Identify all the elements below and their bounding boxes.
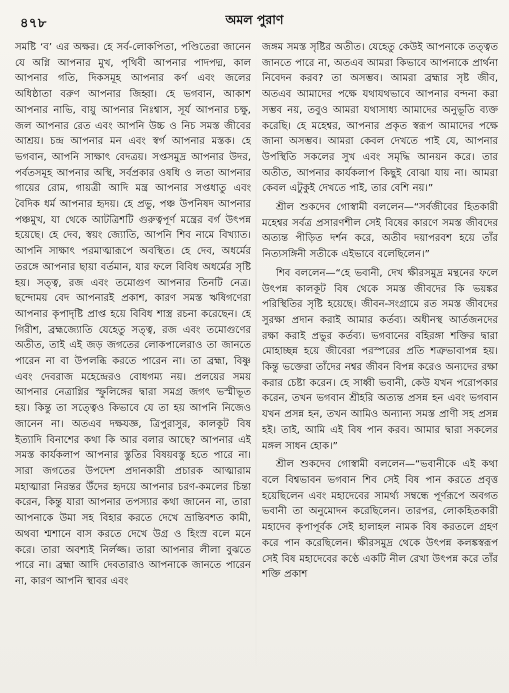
paragraph: শিব বললেন—“হে ভবানী, দেখ ক্ষীরসমুদ্র মন্থনের ফলে উৎপন্ন কালকূট বিষ থেকে সমস্ত জীবদের কি ভয়ঙ্কর পরিস্থিতির সৃষ্টি হয়েছে। জীবন-সংগ্রামে রত সমস্ত জীবদের সুরক্ষা প্রদান করাই আমার কর্তব্য। অধীনস্থ আর্তজনদের রক্ষা করাই প্রভুর কর্তব্য। ভগবানের বহিরঙ্গা শক্তির দ্বারা মোহাচ্ছন্ন হয়ে জীবেরা পরস্পরের প্রতি শত্রুভাবাপন্ন হয়। কিন্তু ভক্তেরা তাঁদের নশ্বর জীবন বিপন্ন করেও অন্যদের রক্ষা করার চেষ্টা করেন। হে সাধ্বী ভবানী, কেউ যখন পরোপকার করেন, তখন ভগবান শ্রীহরি অত্যন্ত প্রসন্ন হন এবং ভগবান যখন প্রসন্ন হন, তখন আমিও অন্যান্য সমস্ত প্রাণী সহ প্রসন্ন হই। তাই, আমি এই বিষ পান করব। আমার দ্বারা সকলের মঙ্গল সাধন হোক।”	[262, 267, 498, 452]
column-gutter	[255, 40, 257, 680]
page-header	[0, 0, 509, 40]
left-text-column	[15, 40, 251, 688]
running-title: অমল পুরাণ	[225, 12, 284, 27]
right-text-column	[262, 40, 498, 688]
paragraph: শ্রীল শুকদেব গোস্বামী বললেন—“সর্বজীবের হিতকারী মহেশ্বর সর্বত্র প্রসারণশীল সেই বিষের কারণে সমস্ত জীবদের অত্যন্ত পীড়িত দর্শন করে, অতীব দয়াপরবশ হয়ে তাঁর নিত্যসঙ্গিনী সতীকে এইভাবে বলেছিলেন।”	[262, 202, 498, 261]
paragraph: শ্রীল শুকদেব গোস্বামী বললেন—“ভবানীকে এই কথা বলে বিশ্বভাবন ভগবান শিব সেই বিষ পান করতে প্রবৃত্ত হয়েছিলেন এবং মহাদেবের সামর্থ্য সম্বন্ধে পূর্ণরূপে অবগত ভবানী তা অনুমোদন করেছিলেন। তারপর, লোকহিতকারী মহাদেব কৃপাপূর্বক সেই হালাহল নামক বিষ করতলে গ্রহণ করে পান করেছিলেন। ক্ষীরসমুদ্র থেকে উৎপন্ন কলঙ্কস্বরূপ সেই বিষ মহাদেবের কণ্ঠে একটি নীল রেখা উৎপন্ন করে তাঁর শক্তি প্রকাশ	[262, 459, 498, 581]
paragraph: সমষ্টি ‘ব’ এর অক্ষর। হে সর্ব-লোকপিতা, পণ্ডিতেরা জানেন যে অগ্নি আপনার মুখ, পৃথিবী আপনার পাদপদ্ম, কাল আপনার গতি, দিকসমূহ আপনার কর্ণ এবং জলের অধিষ্ঠাতা বরুণ আপনার জিহ্বা। হে ভগবান, আকাশ আপনার নাভি, বায়ু আপনার নিঃশ্বাস, সূর্য আপনার চক্ষু, জল আপনার রেত এবং আপনি উচ্চ ও নিচ সমস্ত জীবের আশ্রয়। চন্দ্র আপনার মন এবং স্বর্গ আপনার মস্তক। হে ভগবান, আপনি সাক্ষাৎ বেদত্রয়। সপ্তসমুদ্র আপনার উদর, পর্বতসমূহ আপনার অস্থি, সর্বপ্রকার ওষধি ও লতা আপনার গায়ের রোম, গায়ত্রী আদি মন্ত্র আপনার সপ্তধাতু এবং বৈদিক ধর্ম আপনার হৃদয়। হে প্রভু, পঞ্চ উপনিষদ আপনার পঞ্চমুখ, যা থেকে আটত্রিশটি গুরুত্বপূর্ণ মন্ত্রের বর্গ উৎপন্ন হয়েছে। হে দেব, স্বয়ং জ্যোতি, আপনি শিব নামে বিখ্যাত। আপনি সাক্ষাৎ পরমাত্মারূপে অবস্থিত। হে দেব, অধর্মের তরঙ্গে আপনার ছায়া বর্তমান, যার ফলে বিবিধ অধর্মের সৃষ্টি হয়। সত্ত্ব, রজ এবং তমোগুণ আপনার তিনটি নেত্র। ছন্দোময় বেদ আপনারই প্রকাশ, কারণ সমস্ত ঋষিগণেরা আপনার কৃপাদৃষ্টি প্রাপ্ত হয়ে বিবিধ শাস্ত্র রচনা করেছেন। হে গিরীশ, ব্রহ্মজ্যোতি যেহেতু সত্ত্ব, রজ এবং তমোগুণের অতীত, তাই এই জড় জগতের লোকপালেরাও তা জানতে পারেন না বা উপলব্ধি করতে পারেন না। তা ব্রহ্মা, বিষ্ণু এবং দেবরাজ মহেন্দ্রেরও বোধগম্য নয়। প্রলয়ের সময় আপনার নেত্রাগ্নির স্ফুলিঙ্গের দ্বারা সমগ্র জগৎ ভস্মীভূত হয়। কিন্তু তা সত্ত্বেও কিভাবে যে তা হয় আপনি নিজেও জানেন না। অতএব দক্ষযজ্ঞ, ত্রিপুরাসুর, কালকূট বিষ ইত্যাদি বিনাশের কথা কি আর বলার আছে? আপনার এই সমস্ত কার্যকলাপ আপনার স্তুতির বিষয়বস্তু হতে পারে না। সারা জগতের উপদেশ প্রদানকারী প্রচারক আত্মারাম মহাত্মারা নিরন্তর উঁদের হৃদয়ে আপনার চরণ-কমলের চিন্তা করেন, কিন্তু যারা আপনার তপস্যার কথা জানেন না, তারা আপনাকে উমা সহ বিহার করতে দেখে ভ্রান্তিবশত কামী, অথবা শ্মশানে বাস করতে দেখে উগ্র ও হিংস্র বলে মনে করে। তারা অবশ্যই নির্লজ্জ। তারা আপনার লীলা বুঝতে পারে না। ব্রহ্মা আদি দেবতারাও আপনাকে জানতে পারেন না, কারণ আপনি স্থাবর এবং	[15, 42, 251, 587]
paragraph: জঙ্গম সমস্ত সৃষ্টির অতীত। যেহেতু কেউই আপনাকে তত্ত্বত জানতে পারে না, অতএব আমরা কিভাবে আপনাকে প্রার্থনা নিবেদন করব? তা অসম্ভব। আমরা ব্রহ্মার সৃষ্ট জীব, অতএব আমাদের পক্ষে যথাযথভাবে আপনার বন্দনা করা সম্ভব নয়, তবুও আমরা যথাসাধ্য আমাদের অনুভূতি ব্যক্ত করেছি। হে মহেশ্বর, আপনার প্রকৃত স্বরূপ আমাদের পক্ষে জানা অসম্ভব। আমরা কেবল দেখতে পাই যে, আপনার উপস্থিতি সকলের সুখ এবং সমৃদ্ধি আনয়ন করে। তার অতীত, আপনার কার্যকলাপ কিছুই বোঝা যায় না। আমরা কেবল এটুকুই দেখতে পাই, তার বেশি নয়।”	[262, 42, 498, 195]
page-number: ৪৭৮	[20, 16, 47, 31]
